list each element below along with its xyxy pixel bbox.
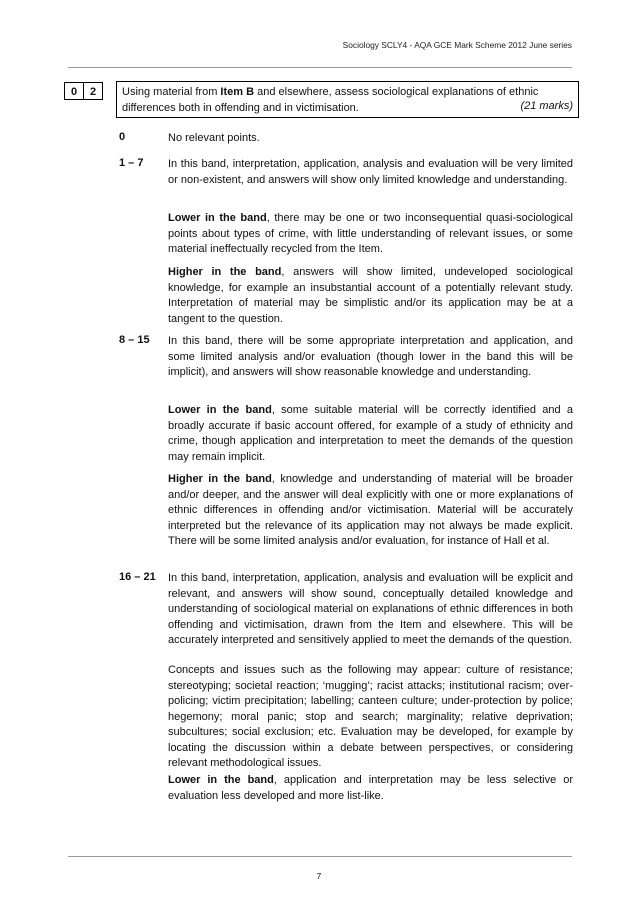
band-16-21-lower-heading: Lower in the band <box>168 774 274 786</box>
band-16-21-lower <box>168 773 573 804</box>
band-8-15-lower-heading: Lower in the band <box>168 404 272 416</box>
band-8-15-lower-text: , some suitable material will be correctly identified and a broadly accurate if basic account offered, for example of a study of ethnicity and crime, though application and interpretation to meet the demands of the question may remain implicit. <box>168 404 573 463</box>
band-label-1-7: 1 – 7 <box>119 157 144 169</box>
page-header: Sociology SCLY4 - AQA GCE Mark Scheme 2012 June series <box>342 40 572 50</box>
band-8-15-higher-heading: Higher in the band <box>168 473 272 485</box>
band-8-15-higher <box>168 472 573 550</box>
band-0-text: No relevant points. <box>168 132 260 144</box>
question-prompt-item: Item B <box>220 86 255 98</box>
band-1-7-higher <box>168 265 573 327</box>
band-1-7-lower-heading: Lower in the band <box>168 212 267 224</box>
band-label-16-21: 16 – 21 <box>119 571 156 583</box>
band-16-21-concepts: Concepts and issues such as the following may appear: culture of resistance; stereotyping; societal reaction; ‘mugging’; racist attacks; institutional racism; over-policing; victim precipitation; labelling; canteen culture; under-protection by police; hegemony; moral panic; stop and search; marginality; relative deprivation; subcultures; social exclusion; etc. Evaluation may be developed, for example by locating the discussion within a debate between perspectives, or considering relevant methodological issues. <box>168 664 573 769</box>
footer-rule <box>68 856 572 857</box>
question-prompt-pre: Using material from <box>122 86 221 98</box>
band-label-8-15: 8 – 15 <box>119 334 150 346</box>
page-number: 7 <box>316 871 322 881</box>
band-1-7-higher-text: , answers will show limited, undeveloped sociological knowledge, for example an insubstantial account of a potentially relevant study. Interpretation of material may be simplistic and/or its application may be at a tangent to the question. <box>168 266 573 325</box>
question-number-digit-2: 2 <box>83 82 103 100</box>
question-number-digit-1: 0 <box>64 82 84 100</box>
band-8-15-text: In this band, there will be some appropriate interpretation and application, and some limited analysis and/or evaluation (though lower in the band this will be implicit), and answers will show reasonable knowledge and understanding. <box>168 335 573 378</box>
band-1-7-text: In this band, interpretation, application, analysis and evaluation will be very limited or non-existent, and answers will show only limited knowledge and understanding. <box>168 158 573 186</box>
header-rule <box>68 67 572 68</box>
band-8-15-higher-text: , knowledge and understanding of material will be broader and/or deeper, and the answer will deal explicitly with one or more explanations of ethnic differences in offending and/or victimisation. Material will be accurately interpreted but the relevance of its application may not always be made explicit. There will be some limited analysis and/or evaluation, for instance of Hall et al. <box>168 473 573 547</box>
band-8-15-lower <box>168 403 573 465</box>
band-16-21-lower-text: , application and interpretation may be less selective or evaluation less developed and more list-like. <box>168 774 573 802</box>
question-prompt-post: and elsewhere, assess sociological explanations of ethnic differences both in offending and in victimisation. <box>122 86 539 114</box>
band-1-7-lower <box>168 211 573 258</box>
band-1-7-lower-text: , there may be one or two inconsequential quasi-sociological points about types of crime, with little understanding of relevant issues, or some material ineffectually recycled from the Item. <box>168 212 573 255</box>
question-marks: (21 marks) <box>520 100 573 112</box>
question-box <box>116 81 579 118</box>
band-16-21-text: In this band, interpretation, application, analysis and evaluation will be explicit and relevant, and answers will show sound, conceptually detailed knowledge and understanding of sociological material on explanations of ethnic differences in both offending and victimisation, drawn from the Item and elsewhere. This will be accurately interpreted and sensitively applied to meet the demands of the question. <box>168 572 573 646</box>
band-1-7-higher-heading: Higher in the band <box>168 266 282 278</box>
band-label-0: 0 <box>119 131 126 143</box>
